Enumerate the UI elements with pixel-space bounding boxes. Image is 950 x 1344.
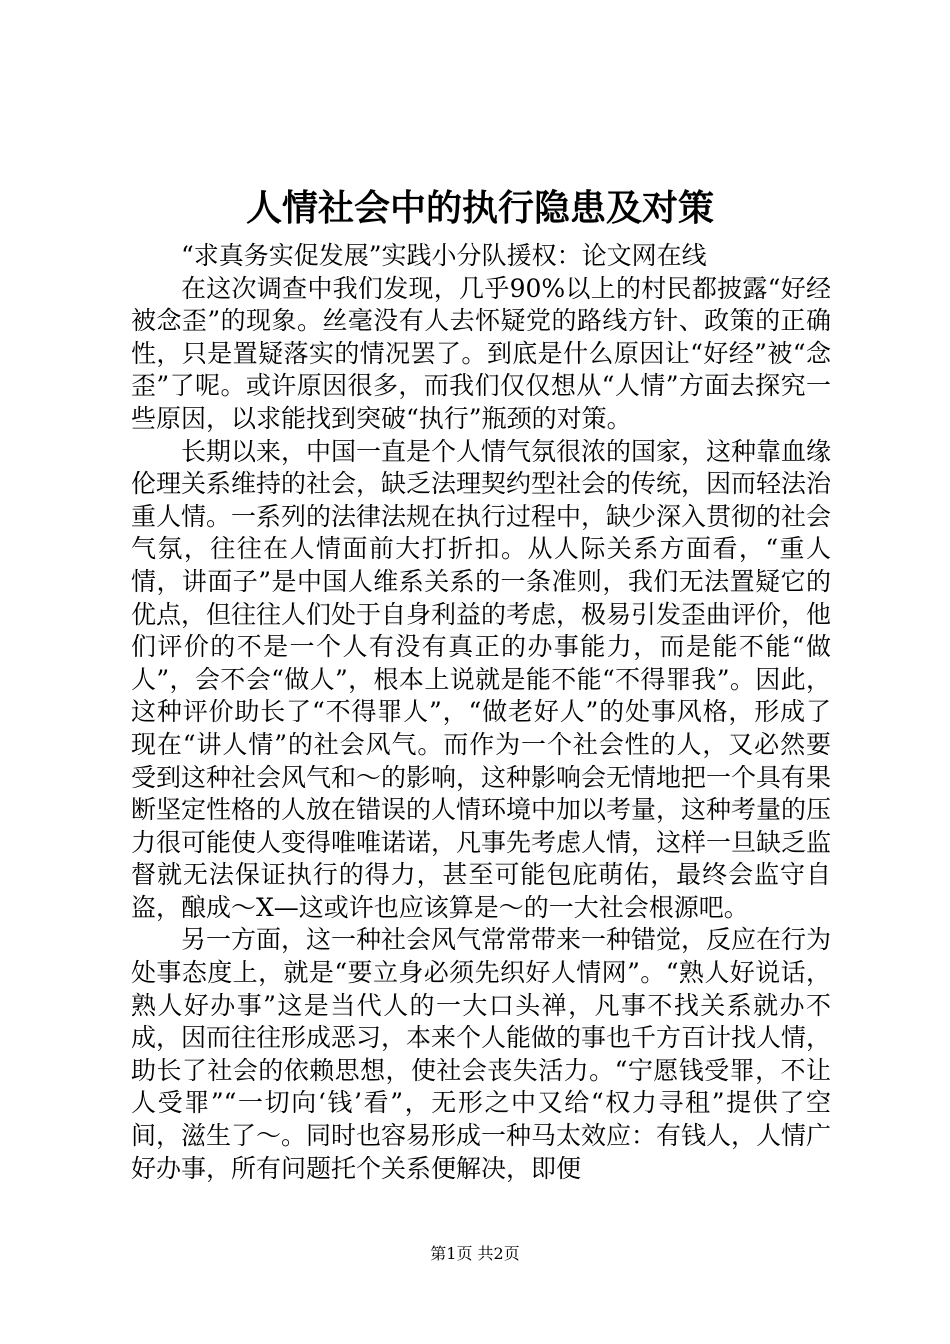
paragraph-other-aspect: 另一方面，这一种社会风气常常带来一种错觉，反应在行为处事态度上，就是“要立身必须先织好人情网”。“熟人好说话，熟人好办事”这是当代人的一大口头禅，凡事不找关系就办不成，因而往往形成恶习，本来个人能做的事也千方百计找人情，助长了社会的依赖思想，使社会丧失活力。“宁愿钱受罪，不让人受罪”“一切向‘钱’看”，无形之中又给“权力寻租”提供了空间，滋生了～。同时也容易形成一种马太效应：有钱人，人情广好办事，所有问题托个关系便解决，即便 (131, 925, 832, 1183)
paragraph-authorization: “求真务实促发展”实践小分队援权：论文网在线 (181, 241, 707, 270)
paragraph-long-term: 长期以来，中国一直是个人情气氛很浓的国家，这种靠血缘伦理关系维持的社会，缺乏法理契约型社会的传统，因而轻法治重人情。一系列的法律法规在执行过程中，缺少深入贯彻的社会气氛，往往在人情面前大打折扣。从人际关系方面看，“重人情，讲面子”是中国人维系关系的一条准则，我们无法置疑它的优点，但往往人们处于自身利益的考虑，极易引发歪曲评价，他们评价的不是一个人有没有真正的办事能力，而是能不能“做人”，会不会“做人”，根本上说就是能不能“不得罪我”。因此，这种评价助长了“不得罪人”，“做老好人”的处事风格，形成了现在“讲人情”的社会风气。而作为一个社会性的人，又必然要受到这种社会风气和～的影响，这种影响会无情地把一个具有果断坚定性格的人放在错误的人情环境中加以考量，这种考量的压力很可能使人变得唯唯诺诺，凡事先考虑人情，这样一旦缺乏监督就无法保证执行的得力，甚至可能包庇萌佑，最终会监守自盗，酿成～X—这或许也应该算是～的一大社会根源吧。 (131, 436, 832, 922)
document-body (131, 240, 831, 1185)
paragraph-investigation: 在这次调查中我们发现，几乎90%以上的村民都披露“好经被念歪”的现象。丝毫没有人去怀疑党的路线方针、政策的正确性，只是置疑落实的情况罢了。到底是什么原因让“好经”被“念歪”了呢。或许原因很多，而我们仅仅想从“人情”方面去探究一些原因，以求能找到突破“执行”瓶颈的对策。 (131, 273, 831, 433)
document-title: 人情社会中的执行隐患及对策 (245, 187, 714, 229)
page-number-footer: 第1页 共2页 (430, 1244, 520, 1263)
